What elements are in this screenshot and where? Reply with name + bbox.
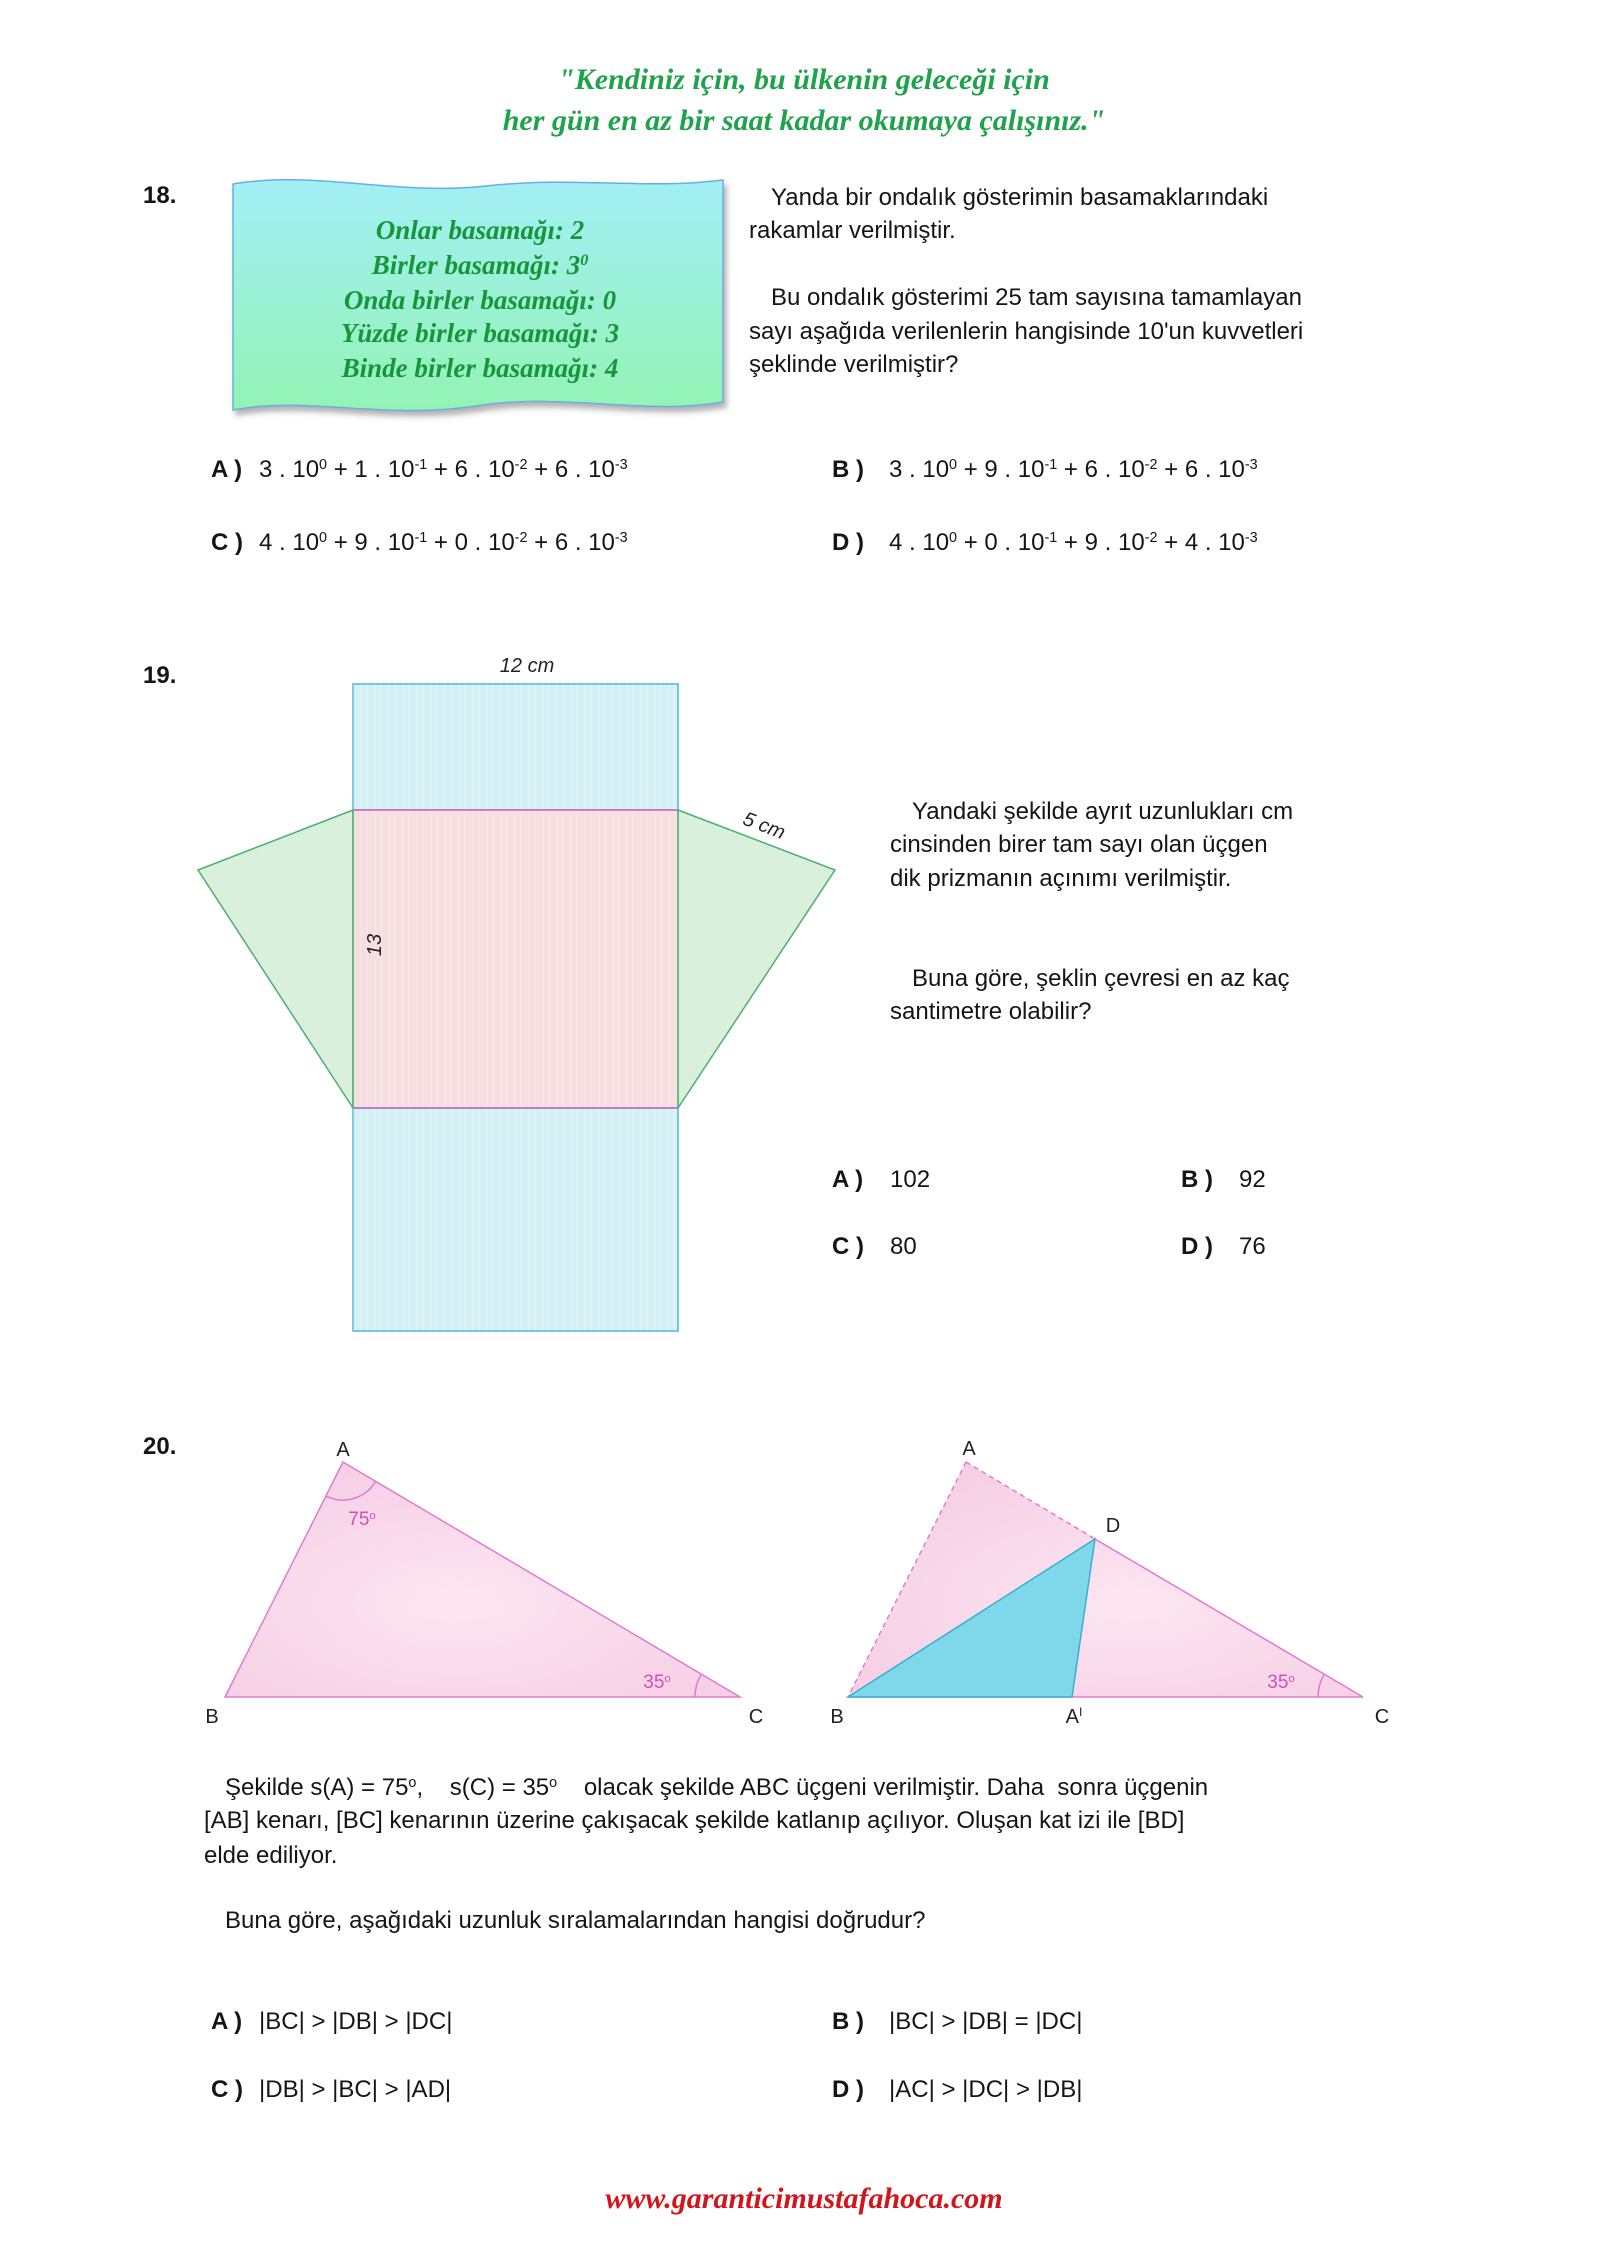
- option-a-label[interactable]: A ): [211, 456, 243, 483]
- option-c-label[interactable]: C ): [211, 2076, 243, 2103]
- superscript: -3: [1244, 530, 1258, 547]
- superscript: -3: [1244, 457, 1258, 474]
- text-segment: Onlar basamağı: 2: [375, 215, 585, 245]
- option-a-label[interactable]: A ): [211, 2008, 243, 2035]
- question-text-line: sayı aşağıda verilenlerin hangisinde 10'un kuvvetleri: [749, 318, 1304, 345]
- option-c-label[interactable]: C ): [832, 1233, 864, 1260]
- superscript: 0: [949, 530, 958, 547]
- text-segment: Şekilde s(A) = 75: [225, 1774, 409, 1801]
- digit-place-line: [235, 316, 725, 350]
- question-text-line: [225, 1774, 1208, 1802]
- option-c-label[interactable]: C ): [211, 529, 243, 556]
- text-segment: Birler basamağı: 3: [371, 250, 581, 280]
- superscript: 0: [949, 457, 958, 474]
- text-segment: + 6 . 10: [1057, 456, 1145, 483]
- text-segment: + 9 . 10: [957, 456, 1045, 483]
- option-d-label[interactable]: D ): [832, 2076, 864, 2103]
- digit-place-line: [235, 283, 725, 317]
- superscript: -1: [414, 457, 428, 474]
- option-a-value[interactable]: 102: [890, 1166, 931, 1193]
- text-segment: + 6 . 10: [427, 456, 515, 483]
- text-segment: 35: [1267, 1672, 1289, 1693]
- superscript: o: [549, 1775, 558, 1792]
- option-d-value[interactable]: |AC| > |DC| > |DB|: [889, 2076, 1083, 2103]
- superscript: -3: [614, 530, 628, 547]
- text-segment: + 0 . 10: [427, 529, 515, 556]
- question-text-line: Yanda bir ondalık gösterimin basamaklarındaki: [771, 184, 1269, 211]
- prism-net-figure: [190, 675, 850, 1340]
- vertex-b-label: B: [830, 1706, 844, 1728]
- face-texture: [353, 684, 678, 1331]
- folded-triangle-figure: [840, 1455, 1380, 1705]
- text-segment: + 1 . 10: [327, 456, 415, 483]
- quote-line-1: "Kendiniz için, bu ülkenin geleceği için: [558, 63, 1050, 96]
- question-text-line: rakamlar verilmiştir.: [749, 217, 956, 244]
- triangle-abc: [225, 1462, 740, 1697]
- left-triangle-face: [198, 810, 353, 1108]
- option-b-value[interactable]: 92: [1239, 1166, 1266, 1193]
- width-label: 12 cm: [499, 655, 555, 677]
- option-a-label[interactable]: A ): [832, 1166, 864, 1193]
- option-b-label[interactable]: B ): [832, 2008, 864, 2035]
- option-b-expression[interactable]: [889, 456, 1258, 484]
- option-a-value[interactable]: |BC| > |DB| > |DC|: [259, 2008, 453, 2035]
- superscript: -1: [1044, 530, 1058, 547]
- vertex-d-label: D: [1105, 1515, 1121, 1537]
- option-d-expression[interactable]: [889, 529, 1258, 557]
- text-segment: + 0 . 10: [957, 529, 1045, 556]
- right-triangle-face: [678, 810, 835, 1108]
- vertex-a-label: A: [962, 1438, 976, 1460]
- text-segment: 35: [643, 1672, 665, 1693]
- superscript: -2: [1144, 530, 1158, 547]
- superscript: -3: [614, 457, 628, 474]
- text-segment: 3 . 10: [889, 456, 950, 483]
- vertex-c-label: C: [748, 1706, 764, 1728]
- vertex-b-label: B: [205, 1706, 219, 1728]
- text-segment: Binde birler basamağı: 4: [341, 353, 619, 383]
- option-d-value[interactable]: 76: [1239, 1233, 1266, 1260]
- text-segment: + 6 . 10: [1157, 456, 1245, 483]
- superscript: 0: [580, 251, 589, 270]
- digit-place-line: [235, 213, 725, 247]
- superscript: -2: [514, 457, 528, 474]
- question-text-line: Buna göre, şeklin çevresi en az kaç: [912, 965, 1290, 992]
- text-segment: + 4 . 10: [1157, 529, 1245, 556]
- option-b-label[interactable]: B ): [832, 456, 864, 483]
- option-c-value[interactable]: |DB| > |BC| > |AD|: [259, 2076, 452, 2103]
- quote-line-2: her gün en az bir saat kadar okumaya çalışınız.": [502, 104, 1106, 137]
- angle-c-label: [643, 1671, 670, 1695]
- superscript: o: [664, 1672, 671, 1685]
- angle-c-label: [1267, 1671, 1294, 1695]
- text-segment: , s(C) = 35: [416, 1774, 550, 1801]
- vertex-a-prime-label: [1066, 1705, 1083, 1729]
- website-link[interactable]: www.garanticimustafahoca.com: [605, 2182, 1003, 2215]
- text-segment: + 9 . 10: [1057, 529, 1145, 556]
- option-d-label[interactable]: D ): [832, 529, 864, 556]
- question-text-line: [AB] kenarı, [BC] kenarının üzerine çakışacak şekilde katlanıp açılıyor. Oluşan kat izi ile [BD]: [204, 1807, 1185, 1834]
- question-number: 19.: [143, 662, 177, 689]
- height-label: 13: [364, 933, 386, 957]
- option-b-value[interactable]: |BC| > |DB| = |DC|: [889, 2008, 1083, 2035]
- option-b-label[interactable]: B ): [1181, 1166, 1213, 1193]
- text-segment: 4 . 10: [259, 529, 320, 556]
- slant-edge-label: 5 cm: [739, 807, 789, 845]
- superscript: 0: [319, 457, 328, 474]
- option-a-expression[interactable]: [259, 456, 628, 484]
- text-segment: 3 . 10: [259, 456, 320, 483]
- text-segment: 4 . 10: [889, 529, 950, 556]
- option-c-expression[interactable]: [259, 529, 628, 557]
- question-number: 20.: [143, 1433, 177, 1460]
- option-c-value[interactable]: 80: [890, 1233, 917, 1260]
- superscript: o: [1288, 1672, 1295, 1685]
- text-segment: Onda birler basamağı: 0: [343, 285, 617, 315]
- text-segment: + 6 . 10: [527, 456, 615, 483]
- superscript: -2: [514, 530, 528, 547]
- vertex-a-label: A: [336, 1439, 350, 1461]
- superscript: -2: [1144, 457, 1158, 474]
- triangle-abc-figure: [215, 1455, 755, 1705]
- digit-place-line: [235, 351, 725, 385]
- question-number: 18.: [143, 182, 177, 209]
- text-segment: 75: [348, 1509, 370, 1530]
- superscript: 0: [319, 530, 328, 547]
- text-segment: olacak şekilde ABC üçgeni verilmiştir. Daha sonra üçgenin: [557, 1774, 1209, 1801]
- question-text-line: Bu ondalık gösterimi 25 tam sayısına tamamlayan: [771, 284, 1302, 311]
- option-d-label[interactable]: D ): [1181, 1233, 1213, 1260]
- superscript: -1: [1044, 457, 1058, 474]
- superscript: o: [408, 1775, 417, 1792]
- vertex-c-label: C: [1374, 1706, 1390, 1728]
- superscript: o: [369, 1509, 376, 1522]
- question-text-line: Yandaki şekilde ayrıt uzunlukları cm: [912, 798, 1294, 825]
- question-text-line: şeklinde verilmiştir?: [749, 351, 959, 378]
- digit-place-line: [235, 248, 725, 282]
- text-segment: + 6 . 10: [527, 529, 615, 556]
- superscript: I: [1079, 1705, 1083, 1720]
- text-segment: Yüzde birler basamağı: 3: [340, 318, 620, 348]
- question-text-line: santimetre olabilir?: [890, 998, 1092, 1025]
- text-segment: A: [1065, 1706, 1079, 1728]
- question-prompt: Buna göre, aşağıdaki uzunluk sıralamalarından hangisi doğrudur?: [225, 1907, 926, 1934]
- angle-a-label: [348, 1508, 375, 1532]
- question-text-line: cinsinden birer tam sayı olan üçgen: [890, 831, 1268, 858]
- question-text-line: elde ediliyor.: [204, 1842, 338, 1869]
- superscript: -1: [414, 530, 428, 547]
- question-text-line: dik prizmanın açınımı verilmiştir.: [890, 865, 1232, 892]
- text-segment: + 9 . 10: [327, 529, 415, 556]
